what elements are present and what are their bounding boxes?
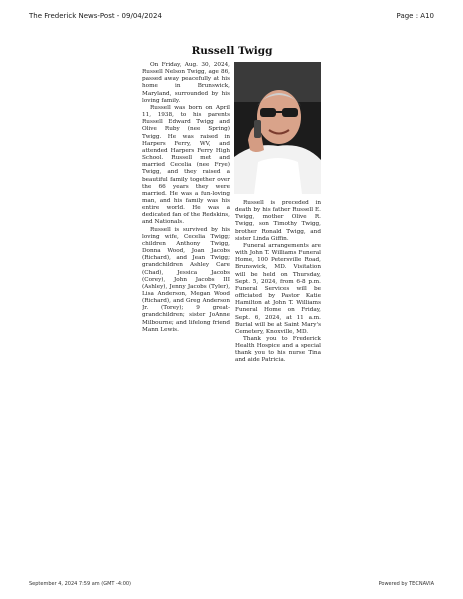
obituary-paragraph: Russell is survived by his loving wife, Cecelia Twigg; children Anthony Twigg, Donna Wood, Joan Jacobs (Richard), and Jean Twigg; grandchildren Ashley Care (Chad), Jessica Jacobs (Corey), John Jacobs III (Ashley), Jenny Jacobs (Tyler), Lisa Anderson, Megan Wood (Richard), and Greg Anderson Jr. (Torey); 9 great-grandchildren; sister JoAnne Milbourne; and lifelong friend Mann Lewis.	[142, 226, 230, 333]
obituary-paragraph: Funeral arrangements are with John T. Williams Funeral Home, 100 Petersville Road, Brunswick, MD. Visitation will be held on Thursday, Sept. 5, 2024, from 6-8 p.m. Funeral Services will be officiated by Pastor Katie Hamilton at John T. Williams Funeral Home on Friday, Sept. 6, 2024, at 11 a.m. Burial will be at Saint Mary's Cemetery, Knoxville, MD.	[235, 242, 321, 335]
obituary-paragraph: Russell is preceded in death by his father Russell E. Twigg, mother Olive R. Twigg, son Timothy Twigg, brother Ronald Twigg, and sister Linda Giffin.	[235, 200, 321, 242]
page-number: Page : A10	[396, 12, 434, 20]
powered-by-credit: Powered by TECNAVIA	[378, 581, 434, 587]
obituary-right-column	[235, 200, 321, 372]
obituary-paragraph: Thank you to Frederick Health Hospice and a special thank you to his nurse Tina and aide Patricia.	[235, 335, 321, 364]
print-timestamp: September 4, 2024 7:59 am (GMT -4:00)	[29, 581, 132, 587]
obituary-paragraph: On Friday, Aug. 30, 2024, Russell Nelson Twigg, age 86, passed away peacefully at his home in Brunswick, Maryland, surrounded by his loving family.	[142, 62, 230, 104]
publication-header: The Frederick News-Post - 09/04/2024	[29, 12, 162, 20]
portrait-photo-graphic	[234, 62, 321, 194]
obituary-paragraph: Russell was born on April 11, 1938, to his parents Russell Edward Twigg and Olive Ruby (nee Spring) Twigg. He was raised in Harpers Ferry, WV, and attended Harpers Ferry High School. Russell met and married Cecelia (nee Frye) Twigg, and they raised a beautiful family together over the 66 years they were married. He was a fun-loving man, and his family was his entire world. He was a dedicated fan of the Redskins, and Nationals.	[142, 104, 230, 226]
portrait-photo	[234, 62, 321, 194]
obituary-title: Russell Twigg	[191, 45, 273, 57]
obituary-left-column	[142, 62, 230, 347]
